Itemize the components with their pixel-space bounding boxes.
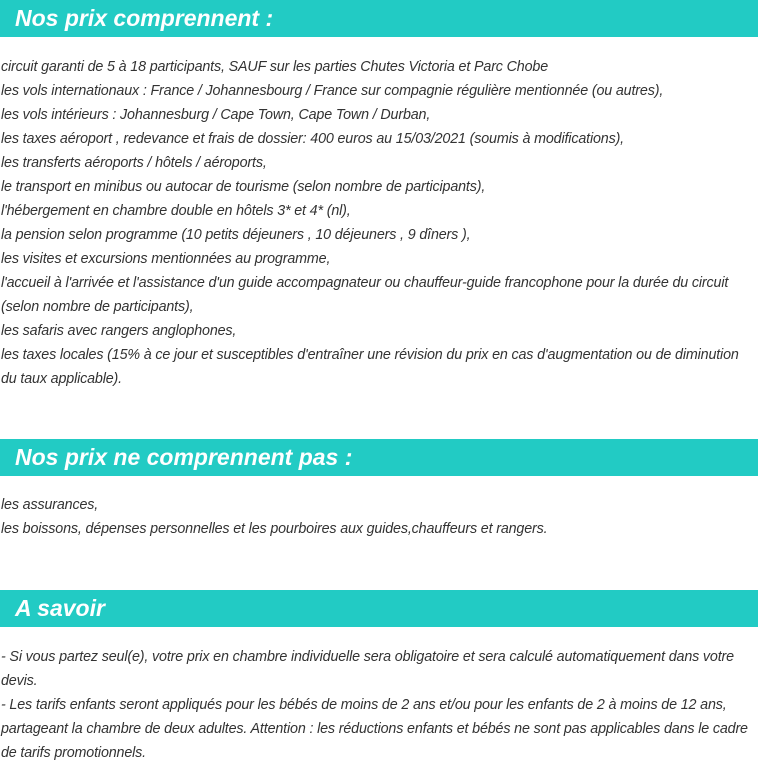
list-item: les taxes aéroport , redevance et frais de dossier: 400 euros au 15/03/2021 (soumis à modifications), <box>1 131 625 147</box>
list-item: circuit garanti de 5 à 18 participants, SAUF sur les parties Chutes Victoria et Parc Chobe <box>1 59 549 75</box>
list-item: partageant la chambre de deux adultes. Attention : les réductions enfants et bébés ne sont pas applicables dans le cadre <box>1 721 748 737</box>
list-item: les boissons, dépenses personnelles et les pourboires aux guides,chauffeurs et rangers. <box>1 521 548 537</box>
included-list <box>1 55 753 391</box>
list-item: de tarifs promotionnels. <box>1 745 147 761</box>
a-savoir-list <box>1 645 753 765</box>
list-item: les assurances, <box>1 497 99 513</box>
list-item: - Les tarifs enfants seront appliqués pour les bébés de moins de 2 ans et/ou pour les enfants de 2 à moins de 12 ans, <box>1 697 727 713</box>
not-included-list <box>1 493 753 541</box>
section-title: A savoir <box>15 595 105 621</box>
list-item: devis. <box>1 673 38 689</box>
list-item: les transferts aéroports / hôtels / aéroports, <box>1 155 267 171</box>
section-header-included <box>0 0 758 37</box>
list-item: les visites et excursions mentionnées au programme, <box>1 251 331 267</box>
section-header-a-savoir <box>0 590 758 627</box>
list-item: du taux applicable). <box>1 371 122 387</box>
list-item: l'hébergement en chambre double en hôtels 3* et 4* (nl), <box>1 203 351 219</box>
list-item: les vols intérieurs : Johannesburg / Cape Town, Cape Town / Durban, <box>1 107 431 123</box>
list-item: les safaris avec rangers anglophones, <box>1 323 237 339</box>
list-item: - Si vous partez seul(e), votre prix en chambre individuelle sera obligatoire et sera calculé automatiquement dans votre <box>1 649 734 665</box>
list-item: (selon nombre de participants), <box>1 299 194 315</box>
list-item: les taxes locales (15% à ce jour et susceptibles d'entraîner une révision du prix en cas d'augmentation ou de diminution <box>1 347 739 363</box>
list-item: la pension selon programme (10 petits déjeuners , 10 déjeuners , 9 dîners ), <box>1 227 471 243</box>
section-header-not-included <box>0 439 758 476</box>
list-item: l'accueil à l'arrivée et l'assistance d'un guide accompagnateur ou chauffeur-guide francophone pour la durée du circuit <box>1 275 729 291</box>
section-title: Nos prix ne comprennent pas : <box>15 444 353 470</box>
section-title: Nos prix comprennent : <box>15 5 274 31</box>
list-item: les vols internationaux : France / Johannesbourg / France sur compagnie régulière mentionnée (ou autres), <box>1 83 664 99</box>
list-item: le transport en minibus ou autocar de tourisme (selon nombre de participants), <box>1 179 486 195</box>
